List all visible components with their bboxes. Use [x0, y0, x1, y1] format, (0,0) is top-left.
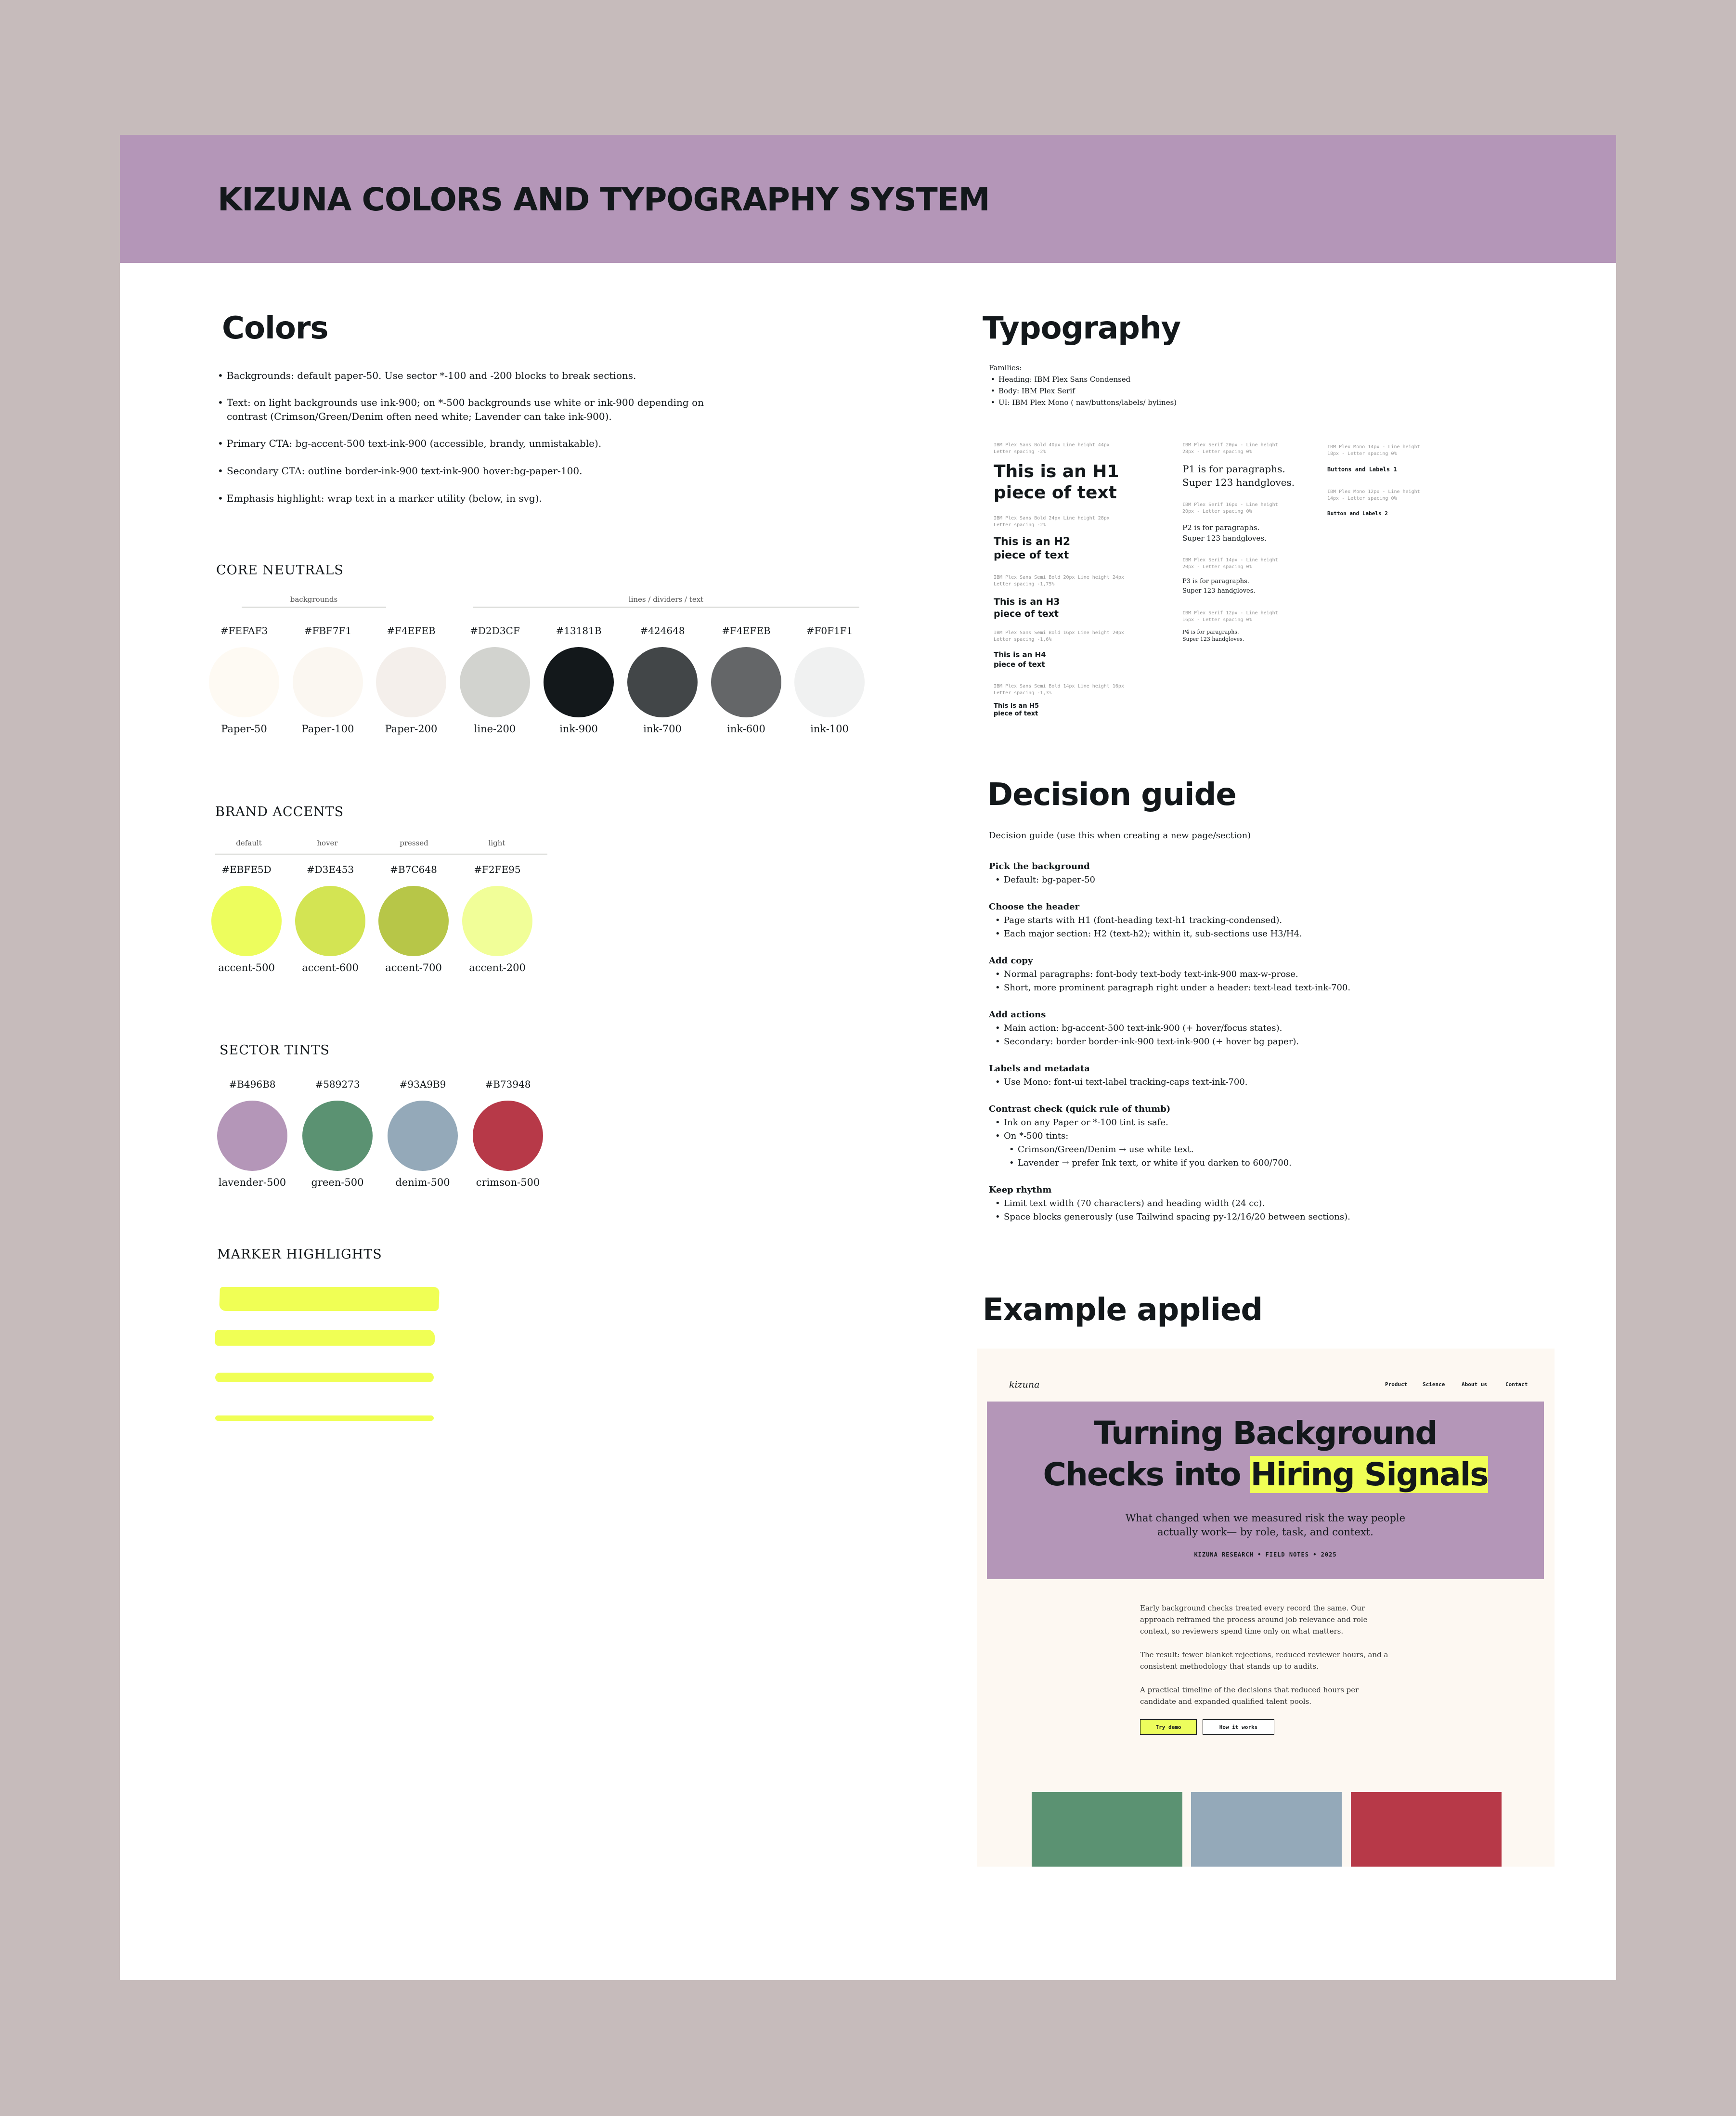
decision-heading: Labels and metadata — [989, 1064, 1090, 1074]
example-page-preview — [977, 1349, 1555, 1867]
decision-item: • Ink on any Paper or *-100 tint is safe. — [995, 1117, 1168, 1128]
state-default: default — [236, 839, 262, 847]
decision-item: • Space blocks generously (use Tailwind spacing py-12/16/20 between sections). — [995, 1212, 1350, 1222]
h4-sample: This is an H4 piece of text — [994, 650, 1046, 669]
example-nav-product[interactable]: Product — [1385, 1381, 1408, 1388]
swatch-accent-500: #EBFE5D accent-500 — [211, 864, 282, 974]
family-ui: • UI: IBM Plex Mono ( nav/buttons/labels/ bylines) — [991, 398, 1177, 407]
swatch-paper-100: #FBF7F1 Paper-100 — [293, 625, 363, 735]
h3-spec: IBM Plex Sans Semi Bold 20px Line height 24px Letter spacing -1,75% — [994, 575, 1124, 587]
swatch-ink-600: #F4EFEB ink-600 — [711, 625, 781, 735]
backgrounds-group-label: backgrounds — [242, 595, 386, 608]
decision-item: • Default: bg-paper-50 — [995, 875, 1095, 885]
swatch-accent-600: #D3E453 accent-600 — [295, 864, 365, 974]
colors-bullet: • Text: on light backgrounds use ink-900; on *-500 backgrounds use white or ink-900 depending on — [218, 397, 704, 408]
h5-spec: IBM Plex Sans Semi Bold 14px Line height 16px Letter spacing -1,3% — [994, 684, 1124, 696]
example-card-denim — [1191, 1792, 1342, 1867]
decision-heading: Add actions — [989, 1010, 1046, 1020]
colors-bullet: • Primary CTA: bg-accent-500 text-ink-900 (accessible, brandy, unmistakable). — [218, 438, 602, 449]
decision-heading: Contrast check (quick rule of thumb) — [989, 1104, 1171, 1114]
families-label: Families: — [989, 363, 1022, 372]
accent-states-divider — [215, 854, 547, 855]
h4-spec: IBM Plex Sans Semi Bold 16px Line height 20px Letter spacing -1,6% — [994, 630, 1124, 642]
decision-heading: Choose the header — [989, 902, 1080, 912]
mono2-spec: IBM Plex Mono 12px - Line height 14px - Letter spacing 0% — [1327, 489, 1420, 501]
colors-bullet: • Backgrounds: default paper-50. Use sector *-100 and -200 blocks to break sections. — [218, 370, 636, 381]
decision-heading: Keep rhythm — [989, 1185, 1052, 1195]
style-guide-sheet — [120, 135, 1616, 1980]
swatch-paper-50: #FEFAF3 Paper-50 — [209, 625, 279, 735]
swatch-accent-200: #F2FE95 accent-200 — [462, 864, 532, 974]
marker-highlights-label: MARKER HIGHLIGHTS — [217, 1247, 382, 1262]
lines-group-label: lines / dividers / text — [473, 595, 859, 608]
state-pressed: pressed — [400, 839, 428, 847]
example-try-demo-button[interactable]: Try demo — [1140, 1719, 1197, 1735]
h1-spec: IBM Plex Sans Bold 40px Line height 44px Letter spacing -2% — [994, 442, 1110, 454]
swatch-lavender-500: #B496B8 lavender-500 — [217, 1078, 287, 1188]
swatch-denim-500: #93A9B9 denim-500 — [388, 1078, 458, 1188]
colors-bullet-continuation: contrast (Crimson/Green/Denim often need white; Lavender can take ink-900). — [227, 411, 612, 422]
h2-spec: IBM Plex Sans Bold 24px Line height 28px Letter spacing -2% — [994, 516, 1110, 528]
sector-tints-label: SECTOR TINTS — [220, 1043, 330, 1058]
decision-subitem: • Lavender → prefer Ink text, or white if you darken to 600/700. — [1009, 1158, 1292, 1168]
h5-sample: This is an H5 piece of text — [994, 702, 1039, 717]
brand-accents-label: BRAND ACCENTS — [215, 805, 344, 819]
decision-item: • Page starts with H1 (font-heading text-h1 tracking-condensed). — [995, 915, 1283, 925]
marker-highlight-md — [215, 1373, 434, 1382]
decision-intro: Decision guide (use this when creating a new page/section) — [989, 831, 1251, 841]
swatch-ink-100: #F0F1F1 ink-100 — [794, 625, 865, 735]
mono1-spec: IBM Plex Mono 14px - Line height 18px - Letter spacing 0% — [1327, 444, 1420, 456]
state-light: light — [488, 839, 505, 847]
swatch-ink-700: #424648 ink-700 — [627, 625, 698, 735]
example-nav-about[interactable]: About us — [1462, 1381, 1487, 1388]
core-neutrals-label: CORE NEUTRALS — [216, 563, 344, 578]
p1-spec: IBM Plex Serif 20px - Line height 28px - Letter spacing 0% — [1182, 442, 1278, 454]
p3-sample: P3 is for paragraphs. Super 123 handgloves. — [1182, 578, 1256, 595]
colors-bullet: • Secondary CTA: outline border-ink-900 text-ink-900 hover:bg-paper-100. — [218, 465, 583, 477]
example-hero-lead: What changed when we measured risk the way people actually work— by role, task, and context. — [1125, 1512, 1406, 1538]
decision-item: • Limit text width (70 characters) and heading width (24 cc). — [995, 1198, 1265, 1208]
header-banner — [120, 135, 1616, 263]
decision-guide-title: Decision guide — [987, 777, 1236, 813]
example-byline: KIZUNA RESEARCH • FIELD NOTES • 2025 — [1194, 1551, 1337, 1558]
family-body: • Body: IBM Plex Serif — [991, 387, 1075, 395]
marker-highlight-lg — [215, 1330, 435, 1346]
swatch-line-200: #D2D3CF line-200 — [460, 625, 530, 735]
page-title: KIZUNA COLORS AND TYPOGRAPHY SYSTEM — [218, 181, 990, 218]
p4-spec: IBM Plex Serif 12px - Line height 16px - Letter spacing 0% — [1182, 610, 1278, 623]
example-hero-heading-line1: Turning Background — [1094, 1415, 1437, 1452]
example-body-p2: The result: fewer blanket rejections, reduced reviewer hours, and a consistent methodology that stands up to audits. — [1140, 1650, 1388, 1671]
decision-item: • On *-500 tints: — [995, 1131, 1069, 1141]
decision-heading: Add copy — [989, 956, 1033, 966]
p3-spec: IBM Plex Serif 14px - Line height 20px - Letter spacing 0% — [1182, 558, 1278, 570]
p4-sample: P4 is for paragraphs. Super 123 handgloves. — [1182, 629, 1244, 642]
example-card-green — [1032, 1792, 1182, 1867]
decision-subitem: • Crimson/Green/Denim → use white text. — [1009, 1144, 1194, 1155]
example-how-it-works-button[interactable]: How it works — [1203, 1719, 1274, 1735]
colors-bullet: • Emphasis highlight: wrap text in a marker utility (below, in svg). — [218, 493, 542, 504]
decision-heading: Pick the background — [989, 861, 1090, 871]
swatch-green-500: #589273 green-500 — [302, 1078, 373, 1188]
typography-title: Typography — [983, 311, 1181, 346]
h2-sample: This is an H2 piece of text — [994, 536, 1071, 561]
swatch-accent-700: #B7C648 accent-700 — [378, 864, 449, 974]
swatch-crimson-500: #B73948 crimson-500 — [473, 1078, 543, 1188]
decision-item: • Each major section: H2 (text-h2); within it, sub-sections use H3/H4. — [995, 929, 1302, 939]
example-nav-contact[interactable]: Contact — [1505, 1381, 1528, 1388]
decision-item: • Normal paragraphs: font-body text-body text-ink-900 max-w-prose. — [995, 969, 1298, 979]
decision-item: • Main action: bg-accent-500 text-ink-900 (+ hover/focus states). — [995, 1023, 1283, 1033]
swatch-paper-200: #F4EFEB Paper-200 — [376, 625, 446, 735]
marker-highlight-sm — [215, 1415, 434, 1421]
example-applied-title: Example applied — [983, 1292, 1263, 1328]
mono2-sample: Button and Labels 2 — [1327, 510, 1388, 517]
state-hover: hover — [317, 839, 338, 847]
marker-highlight: Hiring Signals — [1250, 1456, 1488, 1493]
example-nav-science[interactable]: Science — [1423, 1381, 1445, 1388]
colors-title: Colors — [222, 311, 328, 346]
decision-item: • Secondary: border border-ink-900 text-ink-900 (+ hover bg paper). — [995, 1037, 1299, 1047]
decision-item: • Use Mono: font-ui text-label tracking-caps text-ink-700. — [995, 1077, 1248, 1087]
marker-highlight-xl — [219, 1287, 440, 1311]
p2-spec: IBM Plex Serif 16px - Line height 20px - Letter spacing 0% — [1182, 502, 1278, 514]
swatch-ink-900: #13181B ink-900 — [544, 625, 614, 735]
h1-sample: This is an H1 piece of text — [994, 462, 1119, 503]
example-hero-heading-line2: Checks into Hiring Signals — [1043, 1456, 1488, 1493]
decision-item: • Short, more prominent paragraph right under a header: text-lead text-ink-700. — [995, 983, 1351, 993]
example-body-p3: A practical timeline of the decisions that reduced hours per candidate and expanded qualified talent pools. — [1140, 1686, 1359, 1706]
example-body-p1: Early background checks treated every record the same. Our approach reframed the process around job relevance and role context, so reviewers spend time only on what matters. — [1140, 1604, 1368, 1636]
example-hero — [987, 1402, 1544, 1579]
example-logo[interactable]: kizuna — [1009, 1379, 1040, 1390]
p1-sample: P1 is for paragraphs. Super 123 handgloves. — [1182, 463, 1295, 488]
example-card-crimson — [1351, 1792, 1502, 1867]
h3-sample: This is an H3 piece of text — [994, 597, 1060, 619]
p2-sample: P2 is for paragraphs. Super 123 handgloves. — [1182, 523, 1267, 543]
family-heading: • Heading: IBM Plex Sans Condensed — [991, 375, 1131, 384]
mono1-sample: Buttons and Labels 1 — [1327, 466, 1397, 473]
